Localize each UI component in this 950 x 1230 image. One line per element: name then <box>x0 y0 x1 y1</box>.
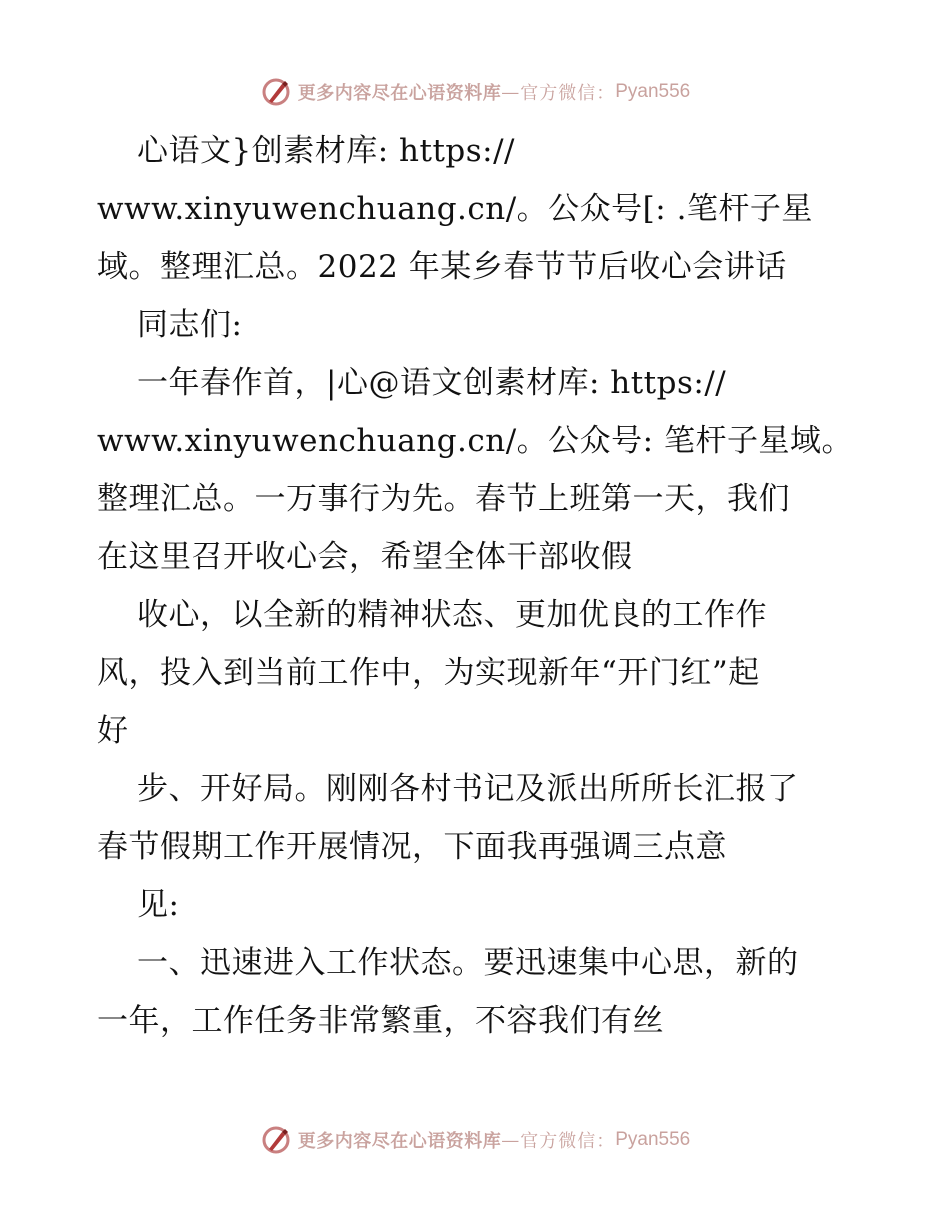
text-line: www.xinyuwenchuang.cn/。公众号: 笔杆子星域。 <box>97 423 853 459</box>
document-body <box>97 122 857 1050</box>
text-line: 心语文}创素材库: https:// <box>137 133 515 169</box>
text-line: 见: <box>137 887 180 923</box>
text-line: 好 <box>97 713 129 749</box>
text-line: 在这里召开收心会，希望全体干部收假 <box>97 539 633 575</box>
text-line: www.xinyuwenchuang.cn/。公众号[: .笔杆子星 <box>97 191 813 227</box>
text-line: 步、开好局。刚刚各村书记及派出所所长汇报了 <box>137 771 799 807</box>
salutation: 同志们: <box>137 307 243 343</box>
pen-logo-icon <box>260 76 292 108</box>
watermark-text: 更多内容尽在心语资料库 <box>297 83 502 104</box>
watermark-wechat-label: 官方微信： <box>520 1131 616 1152</box>
pen-logo-icon <box>260 1124 292 1156</box>
watermark-text: 更多内容尽在心语资料库 <box>297 1131 502 1152</box>
watermark-wechat-label: 官方微信： <box>520 83 616 104</box>
watermark-wechat-id: Pyan556 <box>615 1129 691 1150</box>
text-line: 春节假期工作开展情况，下面我再强调三点意 <box>97 829 727 865</box>
text-line: 域。整理汇总。2022 年某乡春节节后收心会讲话 <box>97 249 787 285</box>
footer-watermark <box>0 1120 950 1160</box>
watermark-wechat-id: Pyan556 <box>615 81 691 102</box>
watermark-dash: — <box>501 81 521 103</box>
text-line: 一年春作首，|心@语文创素材库: https:// <box>137 365 727 401</box>
watermark-dash: — <box>501 1129 521 1151</box>
text-line: 风，投入到当前工作中，为实现新年“开门红”起 <box>97 655 760 691</box>
text-line: 一、迅速进入工作状态。要迅速集中心思，新的 <box>137 945 799 981</box>
text-line: 整理汇总。一万事行为先。春节上班第一天，我们 <box>97 481 790 517</box>
text-line: 一年，工作任务非常繁重，不容我们有丝 <box>97 1003 664 1039</box>
text-line: 收心，以全新的精神状态、更加优良的工作作 <box>137 597 767 633</box>
header-watermark <box>0 72 950 112</box>
